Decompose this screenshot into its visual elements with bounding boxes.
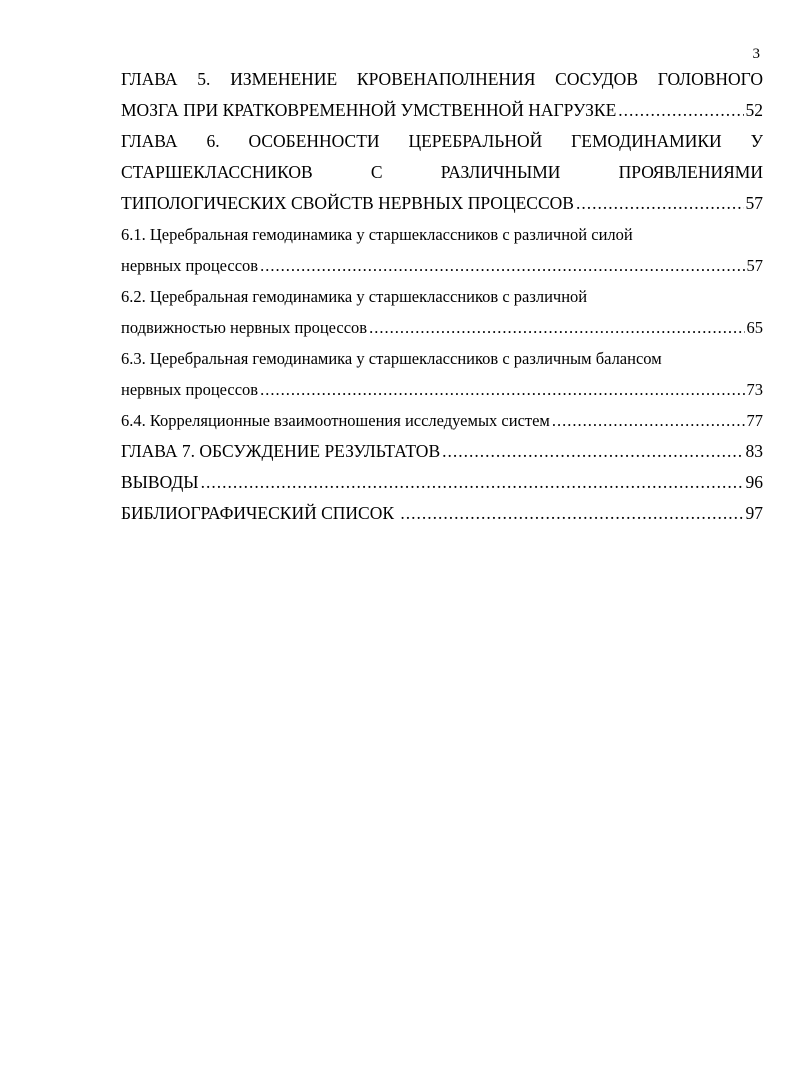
toc-entry-title: нервных процессов: [121, 256, 259, 275]
toc-leader-dots: [576, 188, 744, 219]
toc-entry-line: СТАРШЕКЛАССНИКОВ С РАЗЛИЧНЫМИ ПРОЯВЛЕНИЯМИ: [121, 162, 763, 182]
toc-entry-title: 6.3. Церебральная гемодинамика у старшеклассников с различным балансом: [121, 349, 662, 368]
toc-page-number: 57: [745, 193, 763, 213]
toc-entry-line: ГЛАВА 5. ИЗМЕНЕНИЕ КРОВЕНАПОЛНЕНИЯ СОСУДОВ ГОЛОВНОГО: [121, 69, 763, 89]
toc-entry-line: [121, 405, 763, 436]
toc-entry-section-6-2: [121, 281, 763, 343]
toc-entry-title: БИБЛИОГРАФИЧЕСКИЙ СПИСОК: [121, 503, 399, 523]
page-number: 3: [752, 46, 760, 62]
toc-leader-dots: [260, 250, 744, 281]
toc-entry-chapter-6: [121, 126, 763, 219]
toc-entry-chapter-7: [121, 436, 763, 467]
toc-entry-line: [121, 343, 763, 374]
toc-leader-dots: [442, 436, 743, 467]
toc-page-number: 65: [746, 318, 763, 337]
toc-entry-title: МОЗГА ПРИ КРАТКОВРЕМЕННОЙ УМСТВЕННОЙ НАГРУЗКЕ: [121, 100, 617, 120]
toc-entry-section-6-3: [121, 343, 763, 405]
toc-entry-line: [121, 219, 763, 250]
toc-page-number: 83: [745, 441, 763, 461]
toc-entry-title: подвижностью нервных процессов: [121, 318, 368, 337]
toc-entry-title: ГЛАВА 7. ОБСУЖДЕНИЕ РЕЗУЛЬТАТОВ: [121, 441, 441, 461]
toc-entry-line: [121, 467, 763, 498]
toc-page-number: 97: [745, 503, 763, 523]
toc-entry-chapter-5: [121, 64, 763, 126]
toc-entry-title: нервных процессов: [121, 380, 259, 399]
toc-leader-dots: [201, 467, 744, 498]
toc-page-number: 57: [746, 256, 763, 275]
toc-leader-dots: [552, 405, 745, 436]
toc-page-number: 96: [745, 472, 763, 492]
toc-entry-title: 6.4. Корреляционные взаимоотношения исследуемых систем: [121, 411, 550, 430]
toc-entry-line: [121, 436, 763, 467]
toc-leader-dots: [260, 374, 744, 405]
toc-entry-line: [121, 498, 763, 529]
toc-entry-line: [121, 95, 763, 126]
toc-entry-conclusions: [121, 467, 763, 498]
toc-leader-dots: [400, 498, 743, 529]
toc-leader-dots: [369, 312, 744, 343]
toc-leader-dots: [618, 95, 743, 126]
toc-entry-bibliography: [121, 498, 763, 529]
toc-page-number: 73: [746, 380, 763, 399]
toc-entry-title: ВЫВОДЫ: [121, 472, 199, 492]
toc-entry-section-6-1: [121, 219, 763, 281]
toc-page-number: 52: [745, 100, 763, 120]
table-of-contents: [121, 64, 763, 529]
toc-entry-line: [121, 188, 763, 219]
toc-entry-section-6-4: [121, 405, 763, 436]
toc-entry-line: ГЛАВА 6. ОСОБЕННОСТИ ЦЕРЕБРАЛЬНОЙ ГЕМОДИНАМИКИ У: [121, 131, 763, 151]
toc-entry-line: [121, 281, 763, 312]
toc-entry-title: 6.2. Церебральная гемодинамика у старшеклассников с различной: [121, 287, 588, 306]
toc-entry-line: [121, 374, 763, 405]
toc-entry-title: ТИПОЛОГИЧЕСКИХ СВОЙСТВ НЕРВНЫХ ПРОЦЕССОВ: [121, 193, 574, 213]
toc-page-number: 77: [746, 411, 763, 430]
toc-entry-line: [121, 250, 763, 281]
toc-entry-line: [121, 312, 763, 343]
toc-entry-title: 6.1. Церебральная гемодинамика у старшеклассников с различной силой: [121, 225, 633, 244]
